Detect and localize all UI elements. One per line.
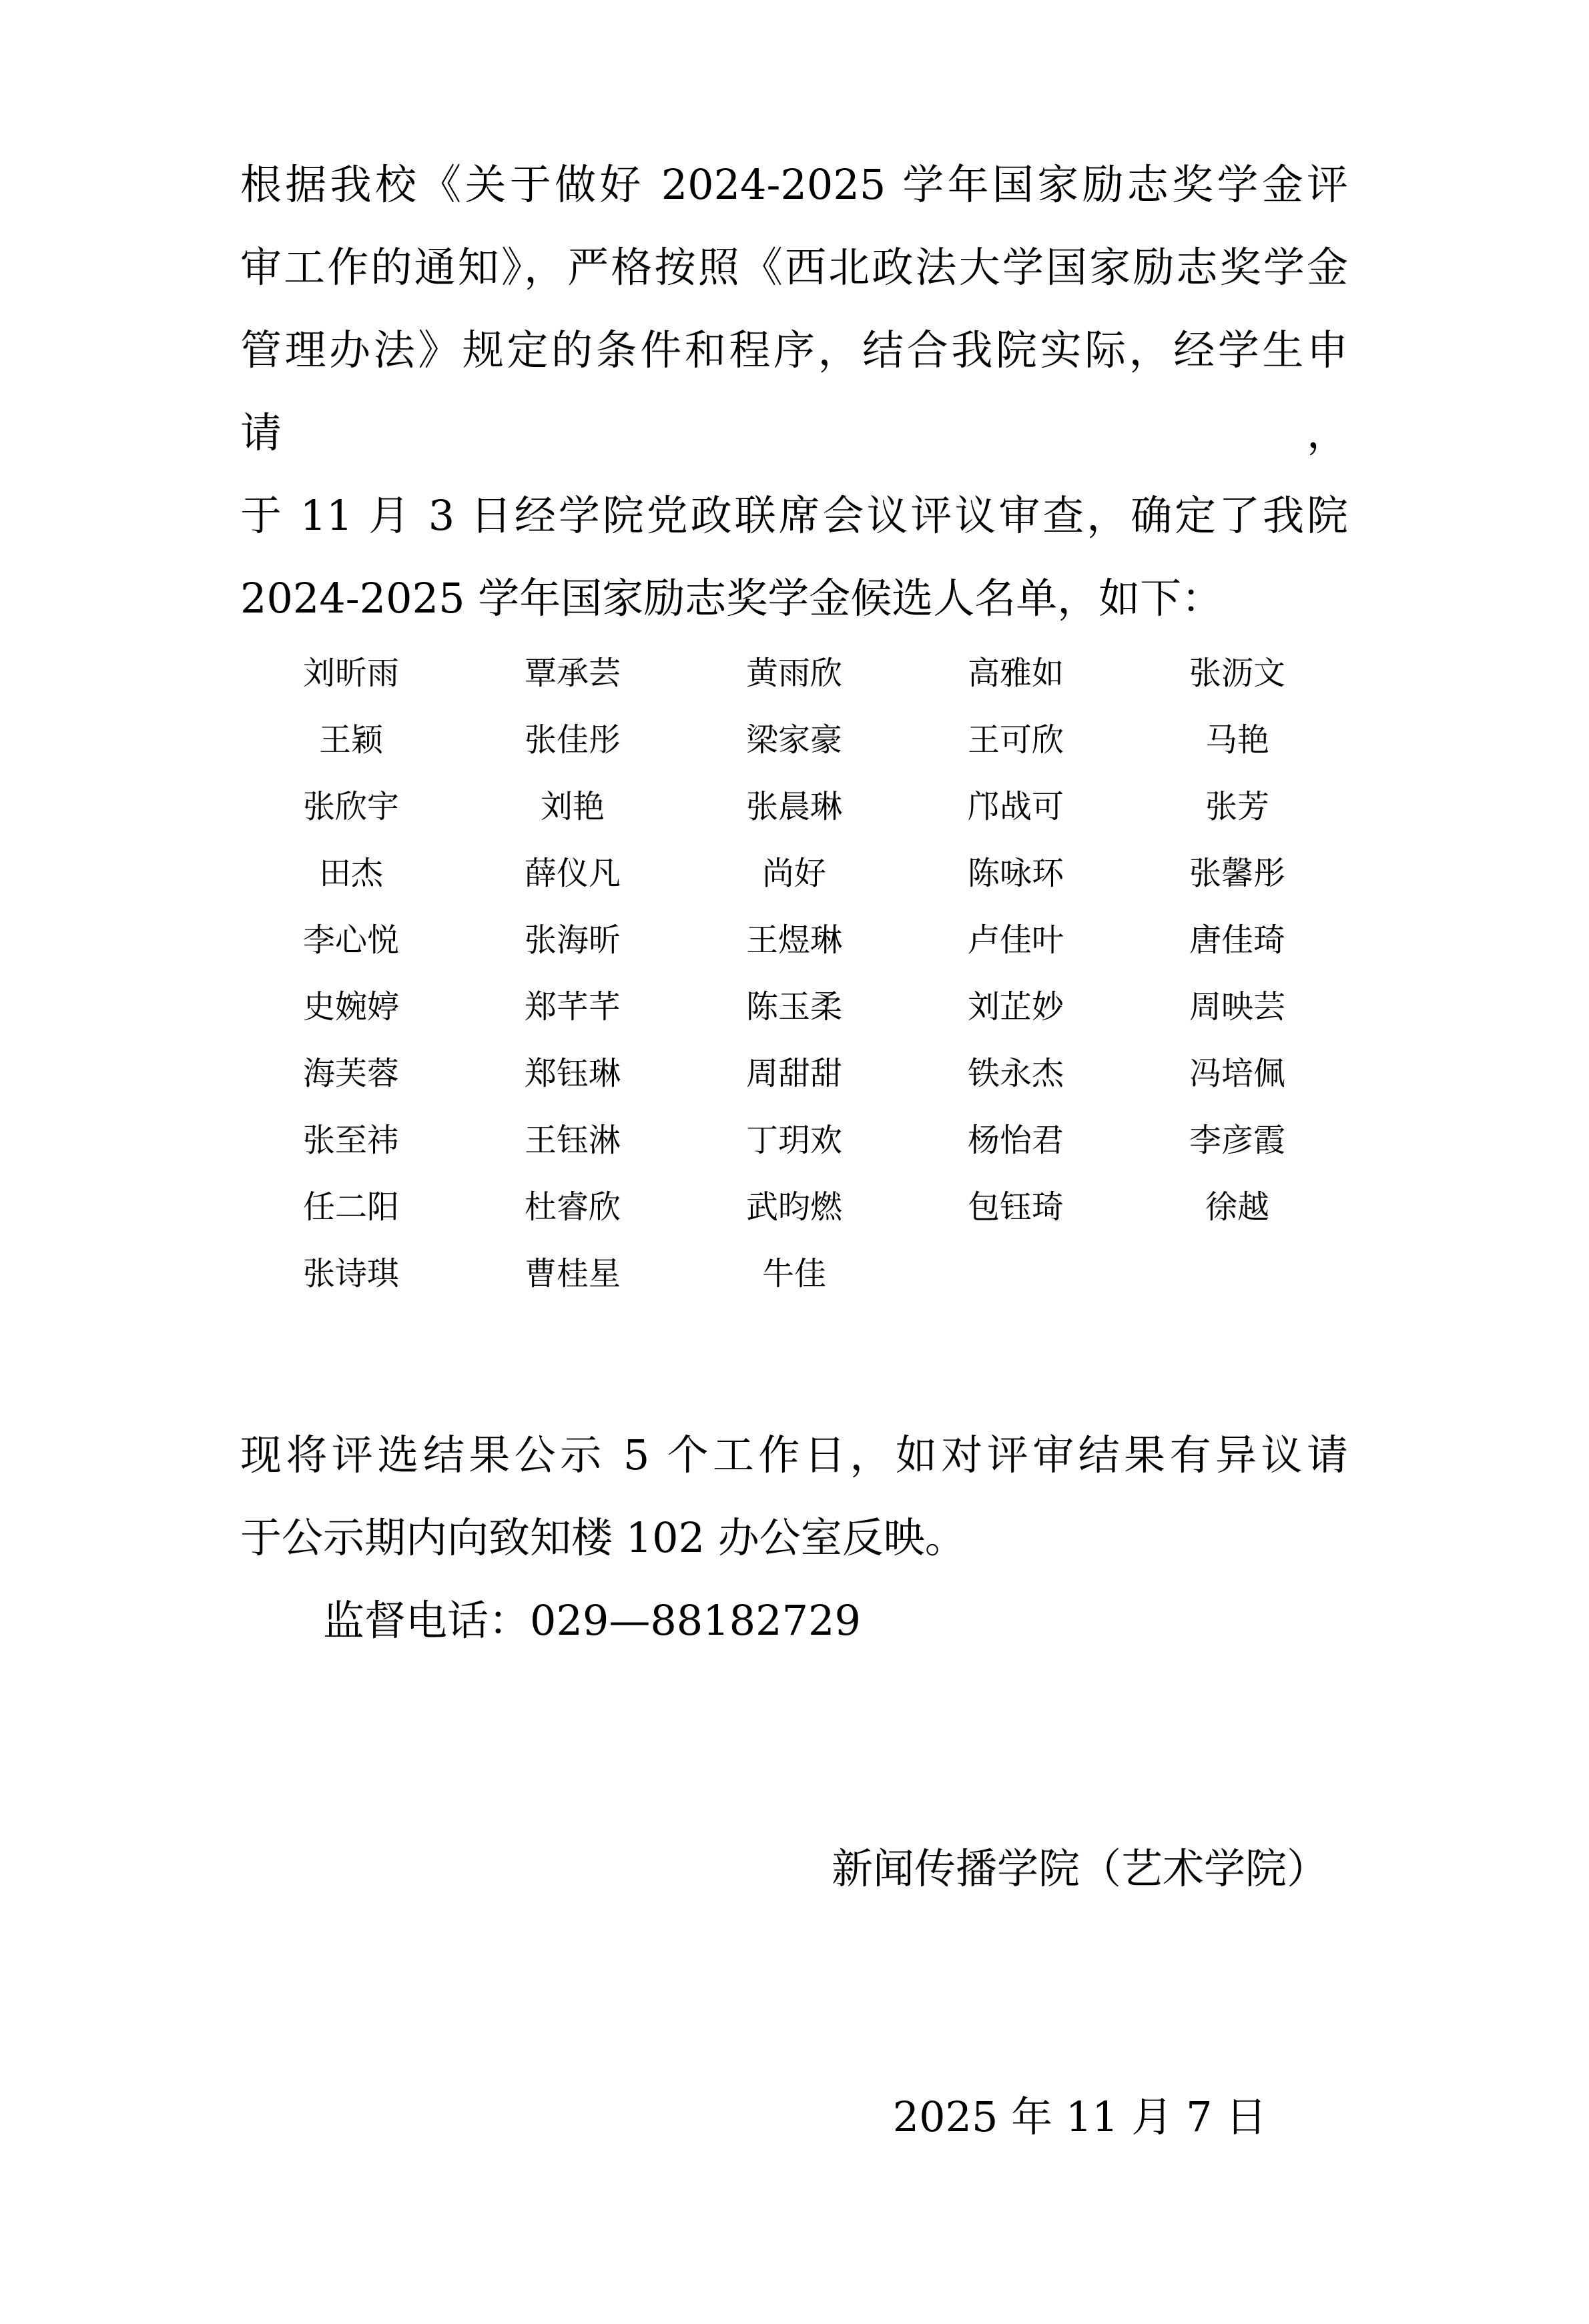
closing-paragraph-line: 于公示期内向致知楼 102 办公室反映。 bbox=[240, 1513, 966, 1562]
candidate-name: 周甜甜 bbox=[745, 1055, 842, 1092]
candidate-name: 史婉婷 bbox=[302, 988, 399, 1026]
candidate-name: 徐越 bbox=[1205, 1188, 1269, 1226]
candidate-name-list bbox=[240, 640, 1348, 1307]
candidate-name: 王煜琳 bbox=[745, 921, 842, 959]
candidate-name: 冯培佩 bbox=[1189, 1055, 1285, 1092]
candidate-name: 卢佳叶 bbox=[967, 921, 1064, 959]
closing-paragraph bbox=[240, 1414, 1348, 1579]
candidate-name: 张沥文 bbox=[1189, 655, 1285, 692]
candidate-name: 高雅如 bbox=[967, 655, 1064, 692]
candidate-name: 铁永杰 bbox=[967, 1055, 1064, 1092]
candidate-name: 杜睿欣 bbox=[524, 1188, 621, 1226]
candidate-name: 刘昕雨 bbox=[302, 655, 399, 692]
candidate-name: 黄雨欣 bbox=[745, 655, 842, 692]
candidate-name: 张晨琳 bbox=[745, 788, 842, 825]
candidate-name: 陈玉柔 bbox=[745, 988, 842, 1026]
closing-paragraph-line: 现将评选结果公示 5 个工作日，如对评审结果有异议请 bbox=[240, 1431, 1348, 1479]
intro-paragraph-line: 2024-2025 学年国家励志奖学金候选人名单，如下： bbox=[240, 574, 1223, 623]
candidate-name: 田杰 bbox=[318, 855, 383, 892]
candidate-name: 陈咏环 bbox=[967, 855, 1064, 892]
candidate-name: 任二阳 bbox=[302, 1188, 399, 1226]
intro-paragraph-line: 管理办法》规定的条件和程序，结合我院实际，经学生申请， bbox=[240, 326, 1348, 457]
candidate-name: 包钰琦 bbox=[967, 1188, 1064, 1226]
candidate-name: 王可欣 bbox=[967, 721, 1064, 759]
intro-paragraph bbox=[240, 143, 1348, 640]
candidate-name: 邝战可 bbox=[967, 788, 1064, 825]
candidate-name: 周映芸 bbox=[1189, 988, 1285, 1026]
candidate-name: 李彦霞 bbox=[1189, 1122, 1285, 1159]
candidate-name: 王颖 bbox=[318, 721, 383, 759]
candidate-name: 薛仪凡 bbox=[524, 855, 621, 892]
intro-paragraph-line: 于 11 月 3 日经学院党政联席会议评议审查，确定了我院 bbox=[240, 491, 1348, 540]
candidate-name: 张馨彤 bbox=[1189, 855, 1285, 892]
sign-date: 2025 年 11 月 7 日 bbox=[892, 2092, 1267, 2141]
candidate-name: 覃承芸 bbox=[524, 655, 621, 692]
candidate-name: 刘芷妙 bbox=[967, 988, 1064, 1026]
signature-block bbox=[832, 1662, 1328, 2324]
candidate-name: 武昀燃 bbox=[745, 1188, 842, 1226]
candidate-name: 张佳彤 bbox=[524, 721, 621, 759]
intro-paragraph-line: 审工作的通知》，严格按照《西北政法大学国家励志奖学金 bbox=[240, 243, 1348, 292]
candidate-name: 马艳 bbox=[1205, 721, 1269, 759]
candidate-name: 郑钰琳 bbox=[524, 1055, 621, 1092]
candidate-name: 曹桂星 bbox=[524, 1255, 621, 1292]
candidate-name: 郑芊芊 bbox=[524, 988, 621, 1026]
candidate-name: 丁玥欢 bbox=[745, 1122, 842, 1159]
candidate-name: 海芙蓉 bbox=[302, 1055, 399, 1092]
candidate-name: 杨怡君 bbox=[967, 1122, 1064, 1159]
candidate-name: 唐佳琦 bbox=[1189, 921, 1285, 959]
signer-name: 新闻传播学院（艺术学院） bbox=[831, 1844, 1328, 1893]
candidate-name: 刘艳 bbox=[540, 788, 605, 825]
candidate-name: 李心悦 bbox=[302, 921, 399, 959]
candidate-name: 张诗琪 bbox=[302, 1255, 399, 1292]
intro-paragraph-line: 根据我校《关于做好 2024-2025 学年国家励志奖学金评 bbox=[240, 160, 1348, 209]
candidate-name: 尚好 bbox=[761, 855, 826, 892]
candidate-name: 王钰淋 bbox=[524, 1122, 621, 1159]
supervision-phone-line: 监督电话：029—88182729 bbox=[323, 1596, 861, 1645]
candidate-name: 张至祎 bbox=[302, 1122, 399, 1159]
candidate-name: 张海昕 bbox=[524, 921, 621, 959]
candidate-name: 牛佳 bbox=[761, 1255, 826, 1292]
candidate-name: 梁家豪 bbox=[745, 721, 842, 759]
candidate-name: 张芳 bbox=[1205, 788, 1269, 825]
candidate-name: 张欣宇 bbox=[302, 788, 399, 825]
